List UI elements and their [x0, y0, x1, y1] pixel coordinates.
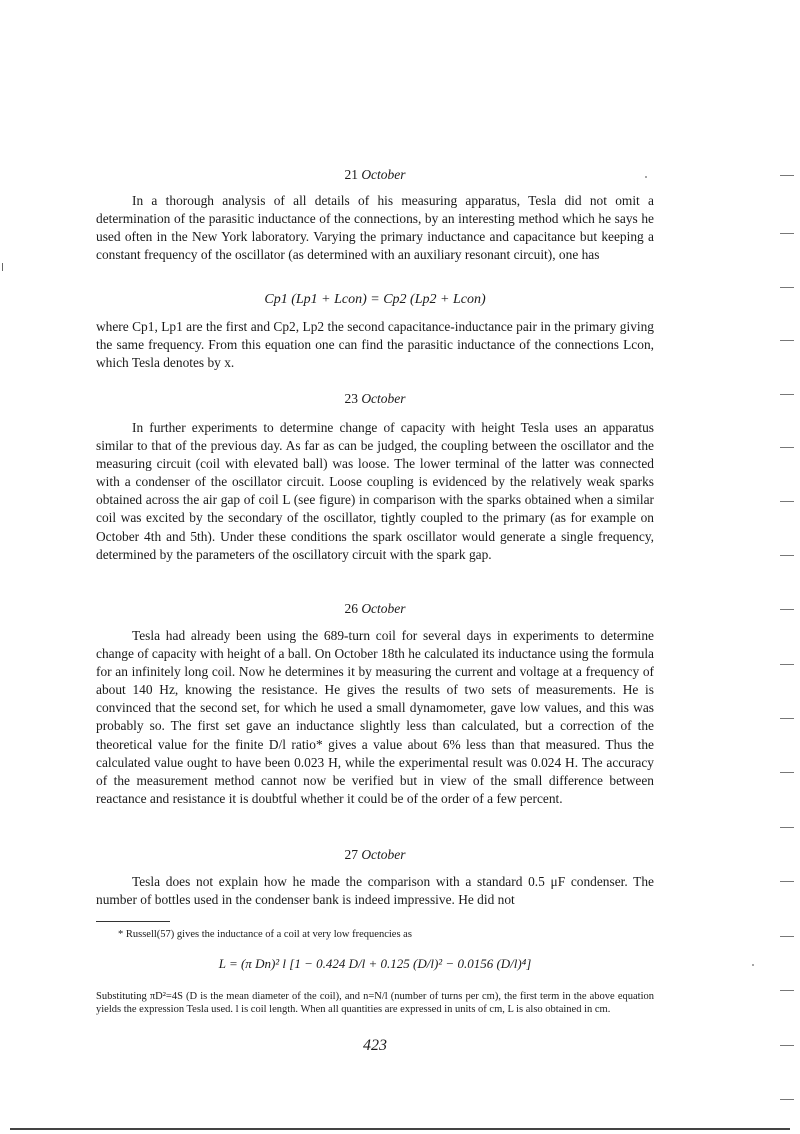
margin-mark [780, 1099, 794, 1100]
margin-mark [780, 555, 794, 556]
margin-mark [780, 936, 794, 937]
date-month: October [361, 847, 406, 862]
footnote-rule [96, 921, 170, 922]
margin-mark [780, 609, 794, 610]
margin-mark [780, 340, 794, 341]
date-day: 27 [344, 847, 358, 862]
section-date-heading [96, 167, 654, 183]
paragraph: In a thorough analysis of all details of his measuring apparatus, Tesla did not omit a determination of the parasitic inductance of the connections, by an interesting method which he says he used often in the New York laboratory. Varying the primary inductance and capacitance but keeping a constant frequency of the oscillator (as determined with an auxiliary resonant circuit), one has [96, 193, 654, 263]
section-date-heading [96, 847, 654, 863]
margin-mark [780, 394, 794, 395]
footnote-lead [118, 928, 638, 942]
margin-mark [780, 718, 794, 719]
date-day: 26 [344, 601, 358, 616]
margin-mark [780, 447, 794, 448]
footnote-text: Substituting πD²=4S (D is the mean diameter of the coil), and n=N/l (number of turns per cm), the first term in the above equation yields the expression Tesla used. l is coil length. When all quantities are expressed in units of cm, L is also obtained in cm. [96, 991, 654, 1015]
margin-mark [780, 287, 794, 288]
section-date-heading [96, 391, 654, 407]
date-day: 23 [344, 391, 358, 406]
paragraph: Tesla had already been using the 689-turn coil for several days in experiments to determine change of capacity with height of a ball. On October 18th he calculated its inductance using the formula for an infinitely long coil. Now he determines it by measuring the current and voltage at a frequency of about 140 Hz, knowing the resistance. He gives the results of two sets of measurements. He is convinced that the second set, for which he used a small dynamometer, gave low values, and this was probably so. The first set gave an inductance slightly less than calculated, but a correction of the theoretical value for the finite D/l ratio* gives a value about 6% less than that measured. Thus the calculated value ought to have been 0.023 H, while the experimental result was 0.024 H. The accuracy of the measurement method cannot now be verified but in view of the small difference between reactance and resistance it is doubtful whether it could be of the order of a few percent. [96, 628, 654, 806]
page-number: 423 [363, 1037, 387, 1054]
edge-mark [2, 263, 3, 271]
speck [645, 176, 647, 178]
date-month: October [361, 391, 406, 406]
margin-mark [780, 1045, 794, 1046]
footnote-marker: * [118, 929, 124, 940]
margin-mark [780, 233, 794, 234]
paragraph-continued: where Cp1, Lp1 are the first and Cp2, Lp2 the second capacitance-inductance pair in the primary giving the same frequency. From this equation one can find the parasitic inductance of the connections Lcon, which Tesla denotes by x. [96, 319, 654, 371]
footnote-lead-text: Russell(57) gives the inductance of a coil at very low frequencies as [125, 929, 412, 940]
margin-mark [780, 990, 794, 991]
equation [96, 291, 654, 309]
section-date-heading [96, 601, 654, 617]
margin-mark [780, 664, 794, 665]
footnote-equation: L = (π Dn)² l [1 − 0.424 D/l + 0.125 (D/l)² − 0.0156 (D/l)⁴] [218, 956, 532, 971]
date-month: October [361, 601, 406, 616]
date-day: 21 [344, 167, 358, 182]
page-edge [10, 1128, 790, 1130]
margin-mark [780, 772, 794, 773]
margin-mark [780, 501, 794, 502]
date-month: October [361, 167, 406, 182]
equation-text: Cp1 (Lp1 + Lcon) = Cp2 (Lp2 + Lcon) [264, 292, 486, 307]
paragraph: Tesla does not explain how he made the comparison with a standard 0.5 μF condenser. The number of bottles used in the condenser bank is indeed impressive. He did not [96, 874, 654, 908]
paragraph: In further experiments to determine change of capacity with height Tesla uses an apparatus similar to that of the previous day. As far as can be judged, the coupling between the oscillator and the measuring circuit (coil with elevated ball) was loose. The lower terminal of the latter was connected with a condenser of the oscillator circuit. Loose coupling is evidenced by the relatively weak sparks obtained across the air gap of coil L (see figure) in comparison with the sparks obtained when a similar coil was excited by the secondary of the oscillator, tightly coupled to the primary (as for example on October 4th and 5th). Under these conditions the spark oscillator would generate a single frequency, determined by the parameters of the oscillatory circuit with the spark gap. [96, 420, 654, 562]
margin-mark [780, 881, 794, 882]
speck [752, 964, 754, 966]
margin-mark [780, 175, 794, 176]
margin-mark [780, 827, 794, 828]
